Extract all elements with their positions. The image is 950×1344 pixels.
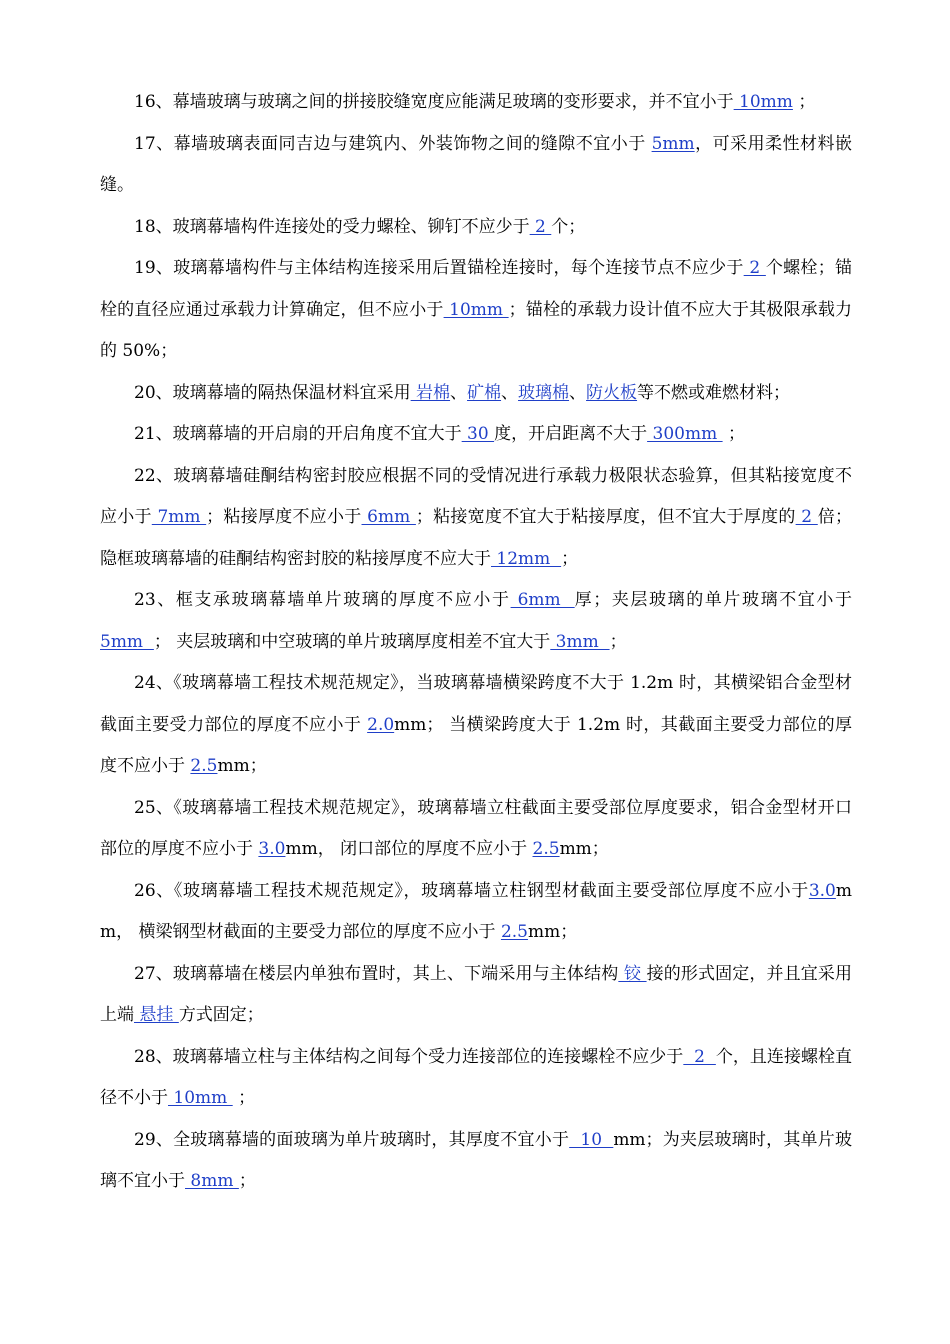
answer-fill: 5mm [651, 133, 695, 154]
clause-text: 23、框支承玻璃幕墙单片玻璃的厚度不应小于 [134, 590, 511, 610]
clause-text: 21、玻璃幕墙的开启扇的开启角度不宜大于 [134, 424, 462, 444]
clause-paragraph [100, 580, 852, 663]
clause-text: mm； 当横梁跨度大于 1.2m 时，其截面主要受力部位的厚度不应小于 [100, 714, 853, 776]
clause-text: ，可采用柔性材料嵌缝。 [100, 133, 852, 195]
clause-text: 个，且连接螺栓直径不小于 [100, 1046, 853, 1108]
clause-paragraph [100, 456, 852, 581]
clause-text: 、 [501, 382, 519, 403]
clause-text: ； [609, 631, 627, 652]
answer-fill: 10mm [733, 92, 793, 112]
clause-paragraph [100, 954, 852, 1037]
clause-text: ； [561, 548, 579, 569]
answer-fill: 30 [461, 424, 495, 444]
answer-fill: 7mm [151, 507, 207, 527]
clause-paragraph [100, 871, 852, 954]
clause-text: 17、幕墙玻璃表面同吉边与建筑内、外装饰物之间的缝隙不宜小于 [134, 133, 652, 154]
answer-fill: 铰 [618, 963, 647, 984]
clause-text: 29、全玻璃幕墙的面玻璃为单片玻璃时，其厚度不宜小于 [134, 1129, 570, 1150]
answer-fill: 3mm [550, 631, 610, 652]
clause-paragraph [100, 82, 852, 124]
answer-fill: 2 [529, 216, 552, 237]
answer-fill: 矿棉 [467, 382, 502, 403]
clause-text: 24、《玻璃幕墙工程技术规范规定》，当玻璃幕墙横梁跨度不大于 1.2m 时，其横梁铝合金型材截面主要受力部位的厚度不应小于 [100, 673, 852, 735]
clause-text: ； [722, 424, 745, 444]
clause-text: ； [232, 1088, 256, 1108]
clause-text: 倍；隐框玻璃幕墙的硅酮结构密封胶的粘接厚度不应大于 [100, 507, 853, 569]
clause-text: 度，开启距离不大于 [494, 424, 648, 444]
answer-fill: 2.5 [500, 922, 528, 942]
clause-text: 27、玻璃幕墙在楼层内单独布置时，其上、下端采用与主体结构 [134, 963, 619, 984]
answer-fill: 6mm [361, 507, 416, 527]
answer-fill: 10mm [443, 299, 509, 320]
clause-text: 接的形式固定，并且宜采用上端 [100, 963, 853, 1025]
clause-text: 20、玻璃幕墙的隔热保温材料宜采用 [134, 382, 411, 403]
clause-paragraph [100, 414, 852, 456]
clause-paragraph [100, 124, 852, 207]
clause-text: 26、《玻璃幕墙工程技术规范规定》，玻璃幕墙立柱钢型材截面主要受部位厚度不应小于 [134, 880, 809, 901]
clause-text: 、 [450, 382, 468, 403]
clause-text: mm； [527, 922, 578, 942]
clause-text: ；锚栓的承载力设计值不应大于其极限承载力的 50%； [100, 299, 853, 361]
clause-text: ； 夹层玻璃和中空玻璃的单片玻璃厚度相差不宜大于 [153, 631, 551, 652]
clause-text: 等不燃或难燃材料； [637, 382, 791, 403]
answer-fill: 2 [683, 1046, 716, 1067]
clause-text: ；粘接厚度不应小于 [206, 507, 362, 527]
answer-fill: 2.5 [190, 756, 218, 776]
clause-paragraph [100, 373, 852, 415]
clause-text: 28、玻璃幕墙立柱与主体结构之间每个受力连接部位的连接螺栓不应少于 [134, 1046, 684, 1067]
clause-paragraph [100, 663, 852, 788]
answer-fill: 2 [743, 258, 766, 278]
clause-text: 个螺栓；锚栓的直径应通过承载力计算确定，但不应小于 [100, 258, 853, 320]
answer-fill: 2.0 [367, 714, 395, 735]
answer-fill: 防火板 [586, 382, 638, 403]
clause-text: ； [792, 92, 816, 112]
document-page [100, 82, 852, 1203]
answer-fill: 玻璃棉 [518, 382, 570, 403]
clause-text: 22、玻璃幕墙硅酮结构密封胶应根据不同的受情况进行承载力极限状态验算，但其粘接宽度不应小于 [100, 465, 852, 527]
clause-paragraph [100, 207, 852, 249]
answer-fill: 3.0 [808, 880, 836, 901]
answer-fill: 6mm [510, 590, 575, 610]
answer-fill: 10 [569, 1129, 614, 1150]
answer-fill: 300mm [647, 424, 723, 444]
clause-text: mm， 横梁钢型材截面的主要受力部位的厚度不应小于 [100, 880, 852, 942]
clause-text: 方式固定； [178, 1005, 264, 1025]
clause-text: 、 [569, 382, 587, 403]
clause-text: mm；为夹层玻璃时，其单片玻璃不宜小于 [100, 1129, 852, 1191]
answer-fill: 8mm [185, 1171, 239, 1191]
clause-text: mm； [217, 756, 267, 776]
clause-paragraph [100, 248, 852, 373]
clause-text: 25、《玻璃幕墙工程技术规范规定》，玻璃幕墙立柱截面主要受部位厚度要求，铝合金型材开口部位的厚度不应小于 [100, 797, 852, 859]
clause-text: 厚；夹层玻璃的单片玻璃不宜小于 [574, 590, 852, 610]
clause-paragraph [100, 1037, 852, 1120]
answer-fill: 2 [795, 507, 818, 527]
answer-fill: 12mm [491, 548, 562, 569]
answer-fill: 悬挂 [134, 1005, 179, 1025]
clause-text: 16、幕墙玻璃与玻璃之间的拼接胶缝宽度应能满足玻璃的变形要求，并不宜小于 [134, 92, 734, 112]
answer-fill: 岩棉 [410, 382, 451, 403]
clause-text: ；粘接宽度不宜大于粘接厚度，但不宜大于厚度的 [415, 507, 796, 527]
answer-fill: 2.5 [532, 839, 560, 859]
clause-text: 19、玻璃幕墙构件与主体结构连接采用后置锚栓连接时，每个连接节点不应少于 [134, 258, 744, 278]
clause-paragraph [100, 1120, 852, 1203]
clause-text: ； [238, 1171, 256, 1191]
clause-text: 18、玻璃幕墙构件连接处的受力螺栓、铆钉不应少于 [134, 216, 530, 237]
clause-text: 个； [551, 216, 586, 237]
answer-fill: 3.0 [258, 839, 286, 859]
clause-text: mm； [559, 839, 609, 859]
clause-text: mm， 闭口部位的厚度不应小于 [285, 839, 533, 859]
answer-fill: 5mm [100, 631, 154, 652]
answer-fill: 10mm [168, 1088, 233, 1108]
clause-paragraph [100, 788, 852, 871]
